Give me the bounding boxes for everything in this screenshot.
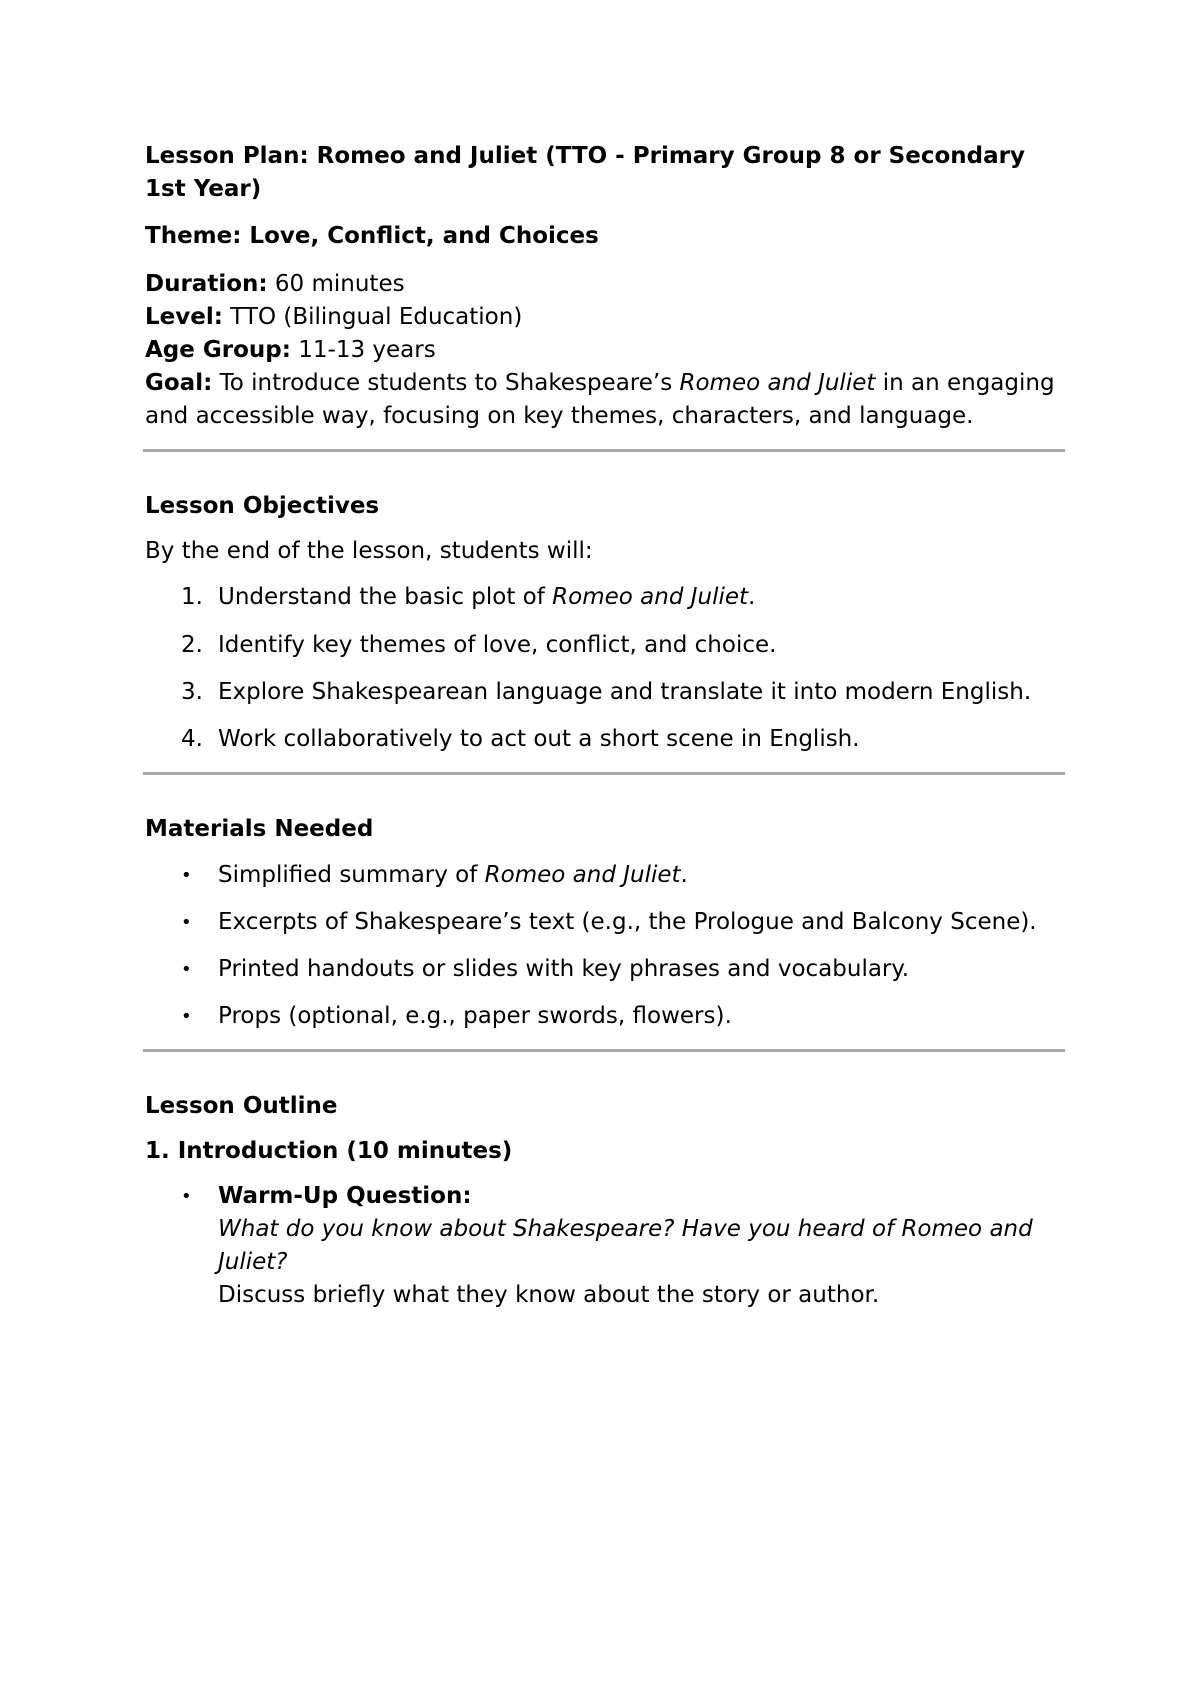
age-group-value: 11-13 years [290,337,436,363]
list-item [145,906,1065,939]
lesson-meta [145,268,1065,433]
goal-text-pre: To introduce students to Shakespeare’s [212,370,680,396]
list-item [145,581,1065,614]
bullet-icon: • [181,959,192,980]
list-item [145,629,1065,662]
list-item-text: Explore Shakespearean language and translate it into modern English. [218,679,1032,705]
duration-line [145,268,1065,301]
list-item-text: Understand the basic plot of [218,584,553,610]
goal-text-title: Romeo and Juliet [679,370,876,396]
divider [143,772,1065,775]
materials-heading: Materials Needed [145,816,374,842]
level-label: Level: [145,304,223,330]
list-item-text: Work collaboratively to act out a short scene in English. [218,726,860,752]
warmup-question: What do you know about Shakespeare? Have you heard of Romeo and Juliet? [218,1216,1033,1275]
list-number: 2. [181,632,203,658]
list-item [145,1180,1065,1312]
goal-text-post: in an engaging and accessible way, focusing on key themes, characters, and language. [145,370,1055,429]
duration-label: Duration: [145,271,268,297]
bullet-icon: • [181,1006,192,1027]
bullet-icon: • [181,912,192,933]
duration-value: 60 minutes [267,271,405,297]
theme-heading: Theme: Love, Conflict, and Choices [145,223,599,249]
bullet-icon: • [181,865,192,886]
list-item [145,676,1065,709]
list-item [145,953,1065,986]
list-item-text: Excerpts of Shakespeare’s text (e.g., the Prologue and Balcony Scene). [218,909,1037,935]
list-item-text-end: . [680,862,688,888]
list-item-title: Romeo and Juliet [484,862,681,888]
list-item-text: Simplified summary of [218,862,485,888]
list-item [145,1000,1065,1033]
list-number: 3. [181,679,203,705]
warmup-instruction: Discuss briefly what they know about the story or author. [218,1282,880,1308]
goal-line [145,367,1065,433]
list-item [145,859,1065,892]
bullet-icon: • [181,1186,192,1207]
list-item-text: Printed handouts or slides with key phrases and vocabulary. [218,956,910,982]
document-title: Lesson Plan: Romeo and Juliet (TTO - Primary Group 8 or Secondary 1st Year) [145,143,1025,202]
list-item-text: Props (optional, e.g., paper swords, flowers). [218,1003,732,1029]
materials-list [145,859,1065,1033]
objectives-heading: Lesson Objectives [145,493,380,519]
divider [143,449,1065,452]
age-group-label: Age Group: [145,337,291,363]
list-item-text-end: . [748,584,756,610]
age-group-line [145,334,1065,367]
level-line [145,301,1065,334]
document-page [145,140,1065,1312]
divider [143,1049,1065,1052]
list-number: 1. [181,584,203,610]
list-item-text: Identify key themes of love, conflict, and choice. [218,632,777,658]
objectives-intro: By the end of the lesson, students will: [145,538,593,564]
goal-label: Goal: [145,370,213,396]
introduction-list [145,1180,1065,1312]
list-number: 4. [181,726,203,752]
list-item [145,723,1065,756]
list-item-title: Romeo and Juliet [552,584,749,610]
objectives-list [145,581,1065,756]
introduction-heading: 1. Introduction (10 minutes) [145,1138,513,1164]
outline-heading: Lesson Outline [145,1093,338,1119]
warmup-label: Warm-Up Question: [218,1183,472,1209]
level-value: TTO (Bilingual Education) [222,304,523,330]
